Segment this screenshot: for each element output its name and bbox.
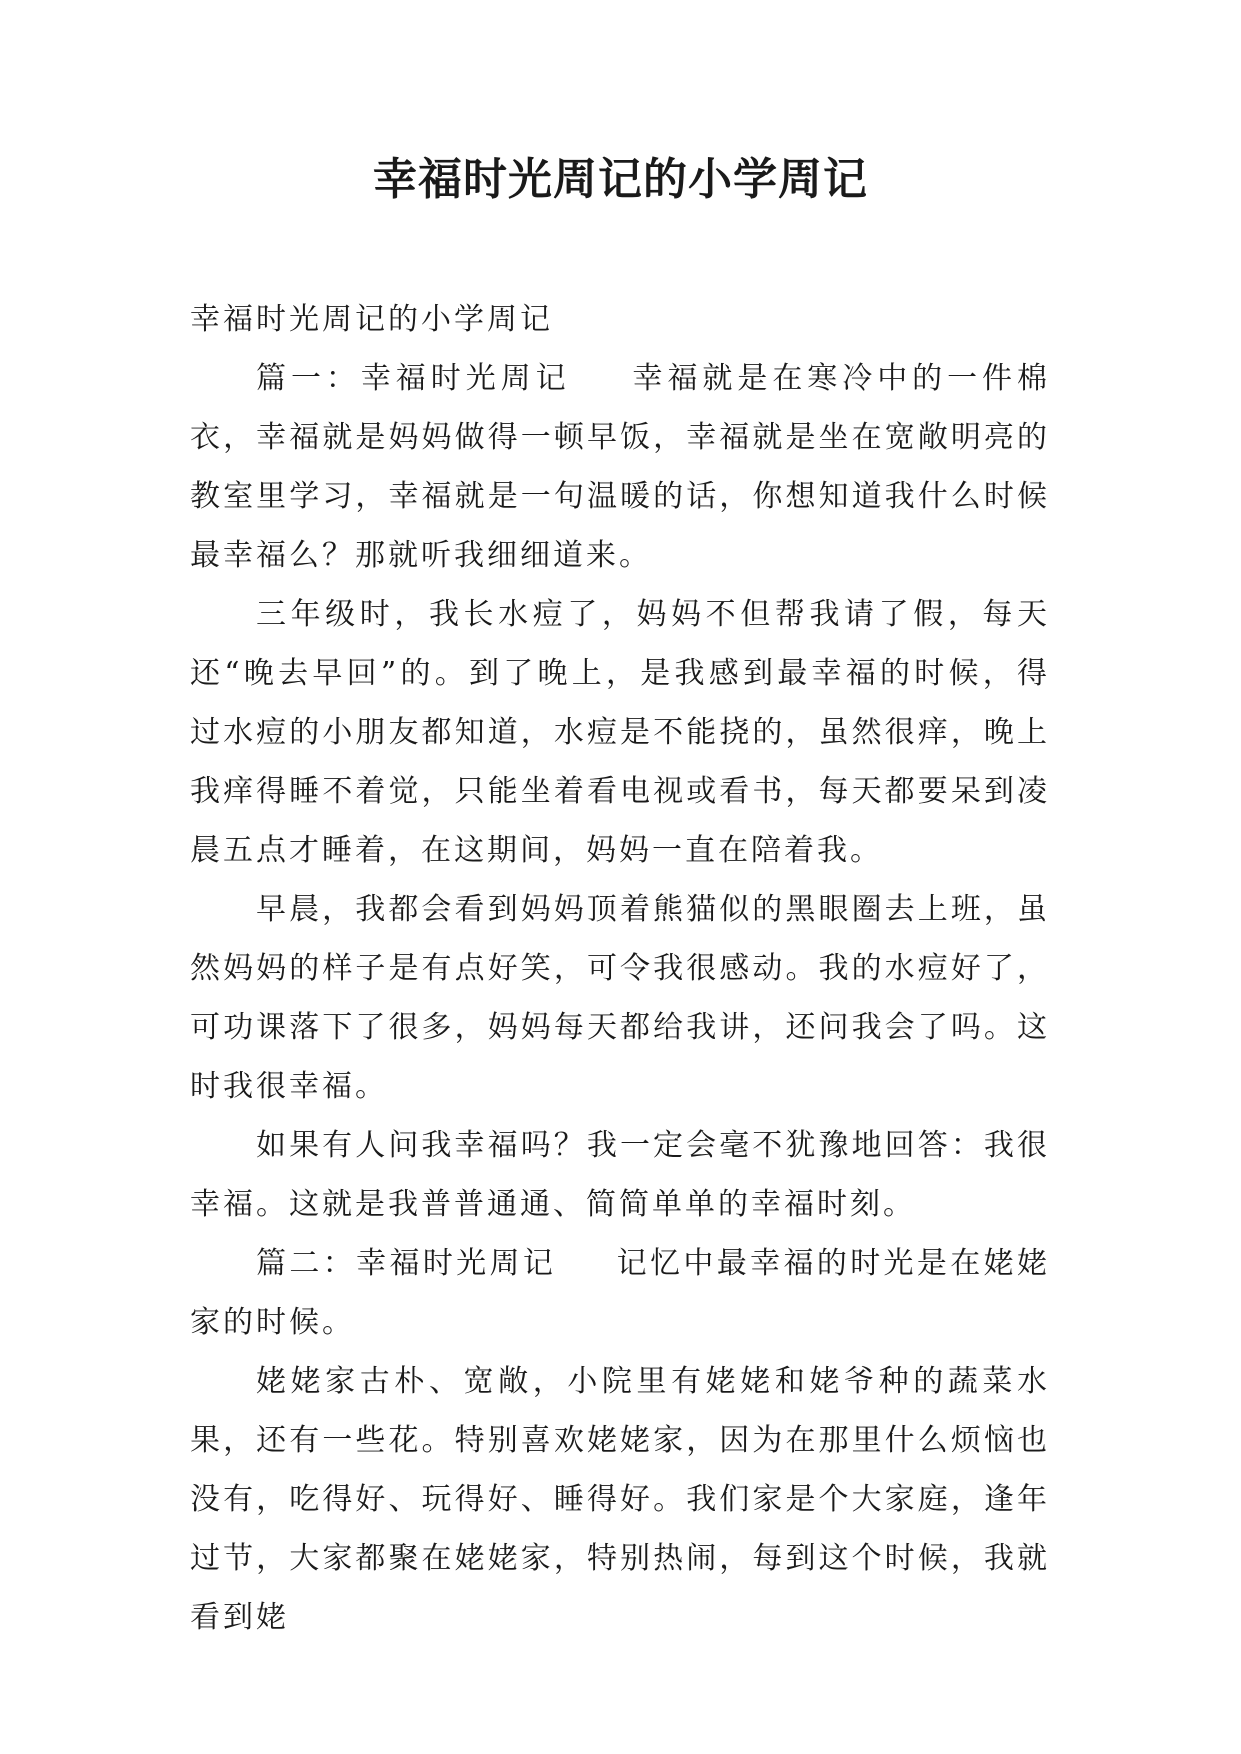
paragraph: 如果有人问我幸福吗？我一定会毫不犹豫地回答：我很幸福。这就是我普普通通、简简单单的幸福时刻。 [190, 1128, 1050, 1222]
paragraph: 三年级时，我长水痘了，妈妈不但帮我请了假，每天还“晚去早回”的。到了晚上，是我感到最幸福的时候，得过水痘的小朋友都知道，水痘是不能挠的，虽然很痒，晚上我痒得睡不着觉，只能坐着看电视或看书，每天都要呆到凌晨五点才睡着，在这期间，妈妈一直在陪着我。 [190, 597, 1050, 868]
paragraph: 早晨，我都会看到妈妈顶着熊猫似的黑眼圈去上班，虽然妈妈的样子是有点好笑，可令我很感动。我的水痘好了，可功课落下了很多，妈妈每天都给我讲，还问我会了吗。这时我很幸福。 [190, 892, 1050, 1104]
paragraph: 姥姥家古朴、宽敞，小院里有姥姥和姥爷种的蔬菜水果，还有一些花。特别喜欢姥姥家，因为在那里什么烦恼也没有，吃得好、玩得好、睡得好。我们家是个大家庭，逢年过节，大家都聚在姥姥家，特别热闹，每到这个时候，我就看到姥 [190, 1364, 1050, 1635]
document-subtitle: 幸福时光周记的小学周记 [190, 302, 553, 337]
section-heading: 篇一：幸福时光周记 [256, 361, 571, 396]
document-body [190, 290, 1050, 1647]
paragraph-text: 记忆中最幸福的时光是在姥姥家的时候。 [190, 1246, 1051, 1340]
paragraph [190, 349, 1050, 585]
document-title: 幸福时光周记的小学周记 [373, 154, 868, 205]
paragraph [190, 1234, 1050, 1352]
paragraph-text: 幸福就是在寒冷中的一件棉衣，幸福就是妈妈做得一顿早饭，幸福就是坐在宽敞明亮的教室里学习，幸福就是一句温暖的话，你想知道我什么时候最幸福么？那就听我细细道来。 [190, 361, 1051, 573]
section-heading: 篇二：幸福时光周记 [256, 1246, 557, 1281]
